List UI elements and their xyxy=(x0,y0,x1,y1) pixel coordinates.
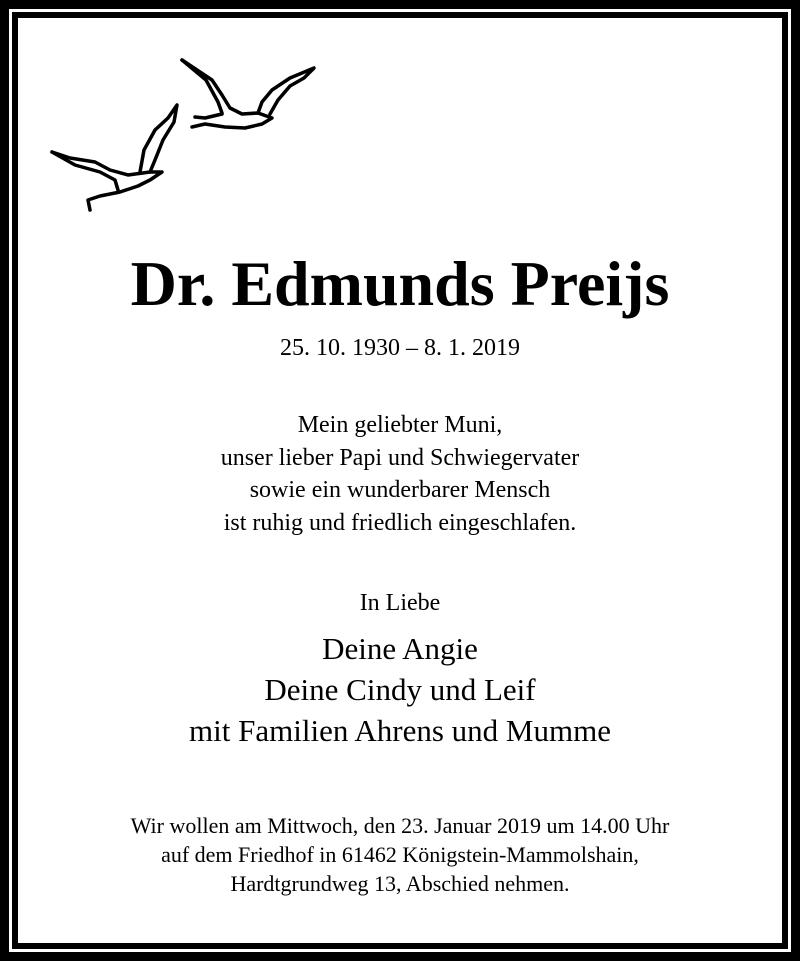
life-dates: 25. 10. 1930 – 8. 1. 2019 xyxy=(280,335,520,361)
seagulls-icon xyxy=(0,0,800,230)
message-text xyxy=(0,409,800,539)
info-line: auf dem Friedhof in 61462 Königstein-Mammolshain, xyxy=(161,842,639,867)
family-names xyxy=(0,628,800,751)
family-line: mit Familien Ahrens und Mumme xyxy=(189,713,611,748)
family-line: Deine Angie xyxy=(322,631,478,666)
closing-text: In Liebe xyxy=(359,590,441,616)
family-line: Deine Cindy und Leif xyxy=(264,672,536,707)
info-line: Wir wollen am Mittwoch, den 23. Januar 2019 um 14.00 Uhr xyxy=(130,813,670,838)
message-line: ist ruhig und friedlich eingeschlafen. xyxy=(223,509,577,536)
seagull-right-icon xyxy=(182,60,314,128)
message-line: unser lieber Papi und Schwiegervater xyxy=(220,444,580,471)
seagull-left-icon xyxy=(52,105,177,210)
deceased-name: Dr. Edmunds Preijs xyxy=(130,248,670,319)
info-line: Hardtgrundweg 13, Abschied nehmen. xyxy=(230,871,570,896)
funeral-info xyxy=(0,811,800,898)
message-line: sowie ein wunderbarer Mensch xyxy=(249,477,551,503)
message-line: Mein geliebter Muni, xyxy=(297,412,503,438)
